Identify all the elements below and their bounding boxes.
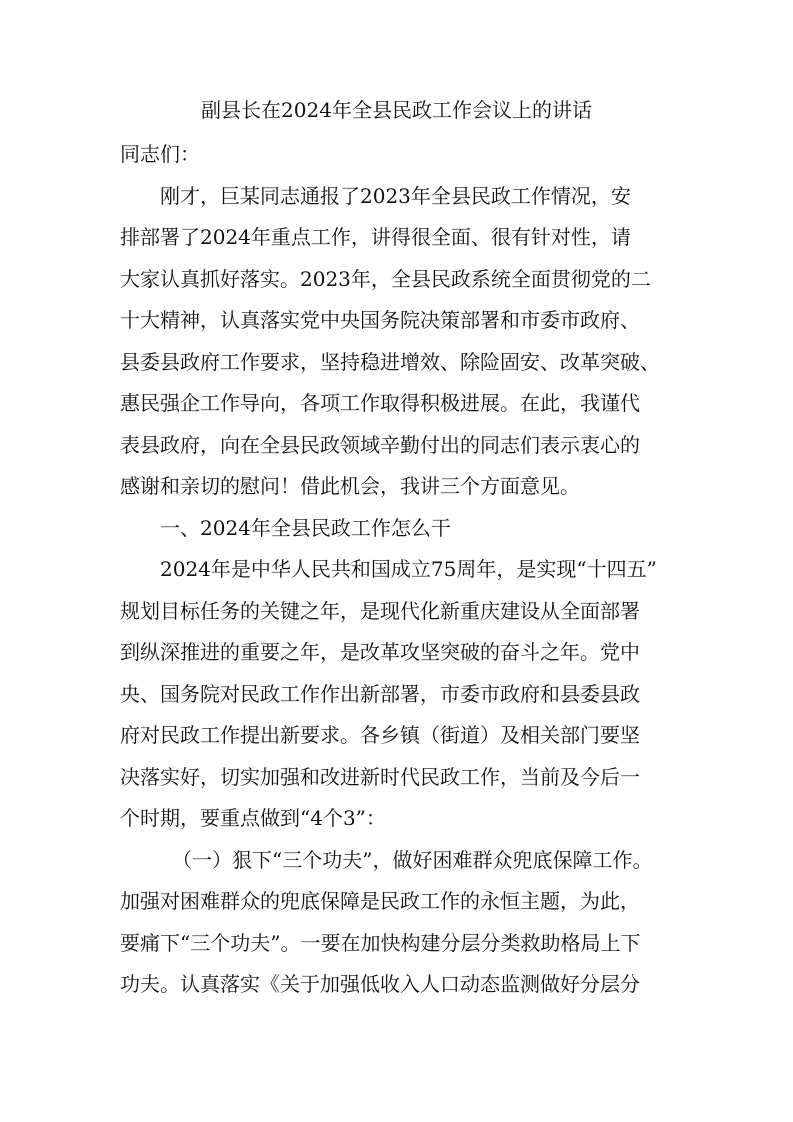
salutation: 同志们：: [120, 142, 200, 166]
body-line: 表县政府，向在全县民政领域辛勤付出的同志们表示衷心的: [120, 433, 640, 457]
body-line: 功夫。认真落实《关于加强低收入人口动态监测做好分层分: [120, 972, 640, 996]
body-line: 府对民政工作提出新要求。各乡镇（街道）及相关部门要坚: [120, 723, 640, 747]
body-line: 个时期，要重点做到“4个3”：: [120, 806, 386, 830]
body-line: 十大精神，认真落实党中央国务院决策部署和市委市政府、: [120, 308, 640, 332]
body-line: 县委县政府工作要求，坚持稳进增效、除险固安、改革突破、: [120, 350, 660, 374]
subsection-heading: （一）狠下“三个功夫”，做好困难群众兜底保障工作。: [172, 848, 653, 872]
document-title: 副县长在2024年全县民政工作会议上的讲话: [201, 98, 592, 122]
body-line: 感谢和亲切的慰问！借此机会，我讲三个方面意见。: [120, 474, 580, 498]
body-line: 加强对困难群众的兜底保障是民政工作的永恒主题，为此，: [120, 889, 640, 913]
body-line: 决落实好，切实加强和改进新时代民政工作，当前及今后一: [120, 765, 640, 789]
body-line: 央、国务院对民政工作作出新部署，市委市政府和县委县政: [120, 682, 640, 706]
body-line: 规划目标任务的关键之年，是现代化新重庆建设从全面部署: [120, 599, 640, 623]
body-line: 排部署了2024年重点工作，讲得很全面、很有针对性，请: [120, 225, 631, 249]
body-line: 2024年是中华人民共和国成立75周年，是实现“十四五”: [160, 557, 657, 581]
section-heading: 一、2024年全县民政工作怎么干: [160, 516, 451, 540]
body-line: 到纵深推进的重要之年，是改革攻坚突破的奋斗之年。党中: [120, 640, 640, 664]
body-line: 刚才，巨某同志通报了2023年全县民政工作情况，安: [160, 184, 631, 208]
body-line: 大家认真抓好落实。2023年，全县民政系统全面贯彻党的二: [120, 267, 651, 291]
body-line: 惠民强企工作导向，各项工作取得积极进展。在此，我谨代: [120, 391, 640, 415]
body-line: 要痛下“三个功夫”。一要在加快构建分层分类救助格局上下: [120, 931, 641, 955]
